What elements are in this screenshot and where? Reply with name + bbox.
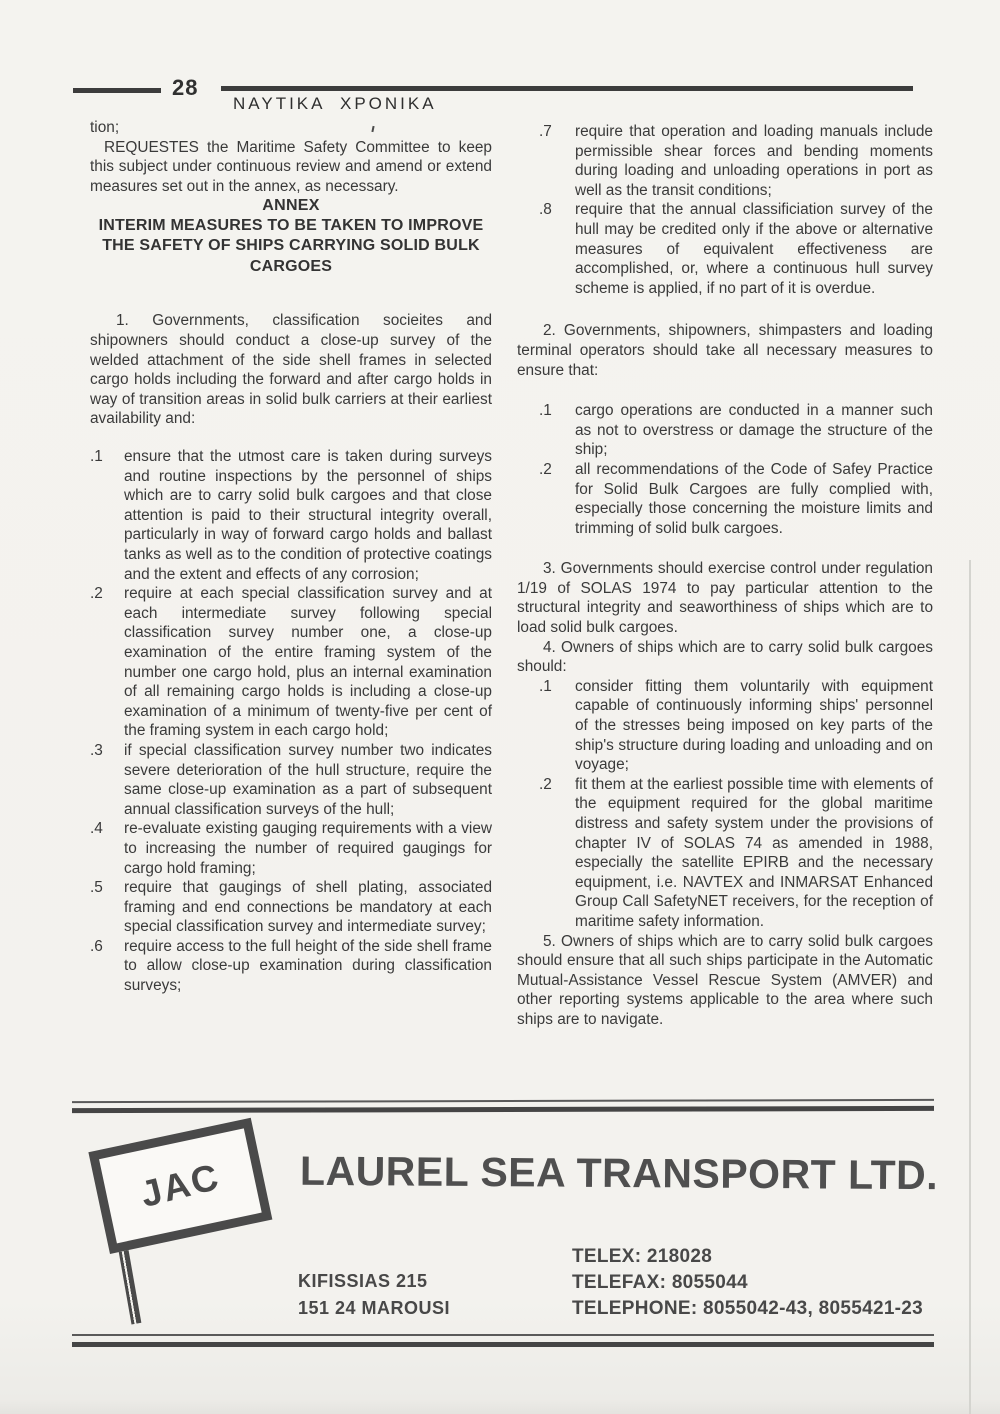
item-text: cargo operations are conducted in a manner such as not to overstress or damage the structure of the ship;	[575, 402, 933, 459]
list-item	[90, 819, 492, 878]
item-text: consider fitting them voluntarily with equipment capable of continuously informing ships' personnel of the stresses being imposed on key parts of the ship's structure during loading and unloading and on voyage;	[575, 677, 933, 774]
item-number: .3	[90, 741, 103, 759]
annex-title: ANNEX	[262, 197, 320, 215]
item-text: require that the annual classificiation survey of the hull may be credited only if the above or alternative measures of equivalent effectiveness are accomplished, or, where a continuous hull survey scheme is applied, if no part of it is overdue.	[575, 201, 933, 297]
paragraph-5: 5. Owners of ships which are to carry solid bulk cargoes should ensure that all such ships participate in the Automatic Mutual-Assistance Vessel Rescue System (AMVER) and other reporting systems applicable to the area where such ships are to navigate.	[517, 932, 933, 1028]
item-text: re-evaluate existing gauging requirements with a view to increasing the number of required gaugings for cargo hold framing;	[124, 820, 492, 877]
item-number: .4	[90, 820, 103, 838]
header-rule-right	[221, 86, 913, 91]
item-number: .5	[90, 879, 103, 897]
ad-top-rule-thin	[72, 1099, 934, 1103]
flag-banner	[88, 1118, 272, 1254]
list-item	[90, 584, 492, 741]
continuation-fragment: tion;	[90, 119, 120, 136]
list-item	[517, 200, 933, 298]
jac-flag-icon	[76, 1142, 296, 1342]
list-item	[90, 447, 492, 584]
ad-bottom-rule-thick	[72, 1342, 934, 1347]
annex-subtitle: INTERIM MEASURES TO BE TAKEN TO IMPROVE THE SAFETY OF SHIPS CARRYING SOLID BULK CARGOES	[98, 216, 484, 275]
item-number: .1	[539, 677, 552, 695]
right-item-list-top	[517, 122, 933, 298]
item-number: .7	[539, 123, 552, 140]
item-text: fit them at the earliest possible time with elements of the equipment required for the global maritime distress and safety system under the provisions of chapter IV of SOLAS 74 as amended in 1988, especially the satellite EPIRB and the necessary equipment, i.e. NAVTEX and INMARSAT Enhanced Group Call SafetyNET receivers, for the reception of maritime safety information.	[575, 775, 933, 930]
scan-edge-line	[969, 560, 971, 1414]
list-item	[90, 878, 492, 937]
item-number: .1	[539, 402, 552, 420]
ad-telephone: TELEPHONE: 8055042-43, 8055421-23	[572, 1298, 924, 1319]
list-item	[517, 122, 933, 200]
item-number: .2	[539, 775, 552, 793]
ad-bottom-rule-thin	[72, 1334, 934, 1336]
item-text: require at each special classification survey and at each intermediate survey following special classification survey number one, a close-up examination of the entire framing system of the number one cargo hold, plus an internal examination of all remaining cargo holds is including a close-up examination of a minimum of twenty-five per cent of the framing system in each cargo hold;	[124, 585, 492, 740]
list-item	[517, 775, 933, 932]
item-text: require that gaugings of shell plating, associated framing and end connections be mandatory at each special classification survey and intermediate survey;	[124, 879, 492, 936]
paragraph-1: 1. Governments, classification socieites and shipowners should conduct a close-up survey of the welded attachment of the side shell frames in selected cargo holds including the forward and after cargo holds in way of transition areas in solid bulk carriers at their earliest availability and:	[90, 312, 492, 428]
list-item	[90, 937, 492, 996]
item-text: all recommendations of the Code of Safey Practice for Solid Bulk Cargoes are fully complied with, especially those concerning the moisture limits and trimming of solid bulk cargoes.	[575, 460, 933, 537]
item-text: ensure that the utmost care is taken during surveys and routine inspections by the personnel of ships which are to carry solid bulk cargoes and that close attention is paid to their structural integrity overall, particularly in way of forward cargo holds and ballast tanks as well as to the condition of protective coatings and the extent and effects of any corrosion;	[124, 448, 492, 583]
list-item	[90, 741, 492, 819]
flag-logo-text: JAC	[136, 1155, 225, 1215]
paragraph-4: 4. Owners of ships which are to carry solid bulk cargoes should:	[517, 638, 933, 676]
ad-company-name: LAUREL SEA TRANSPORT LTD.	[299, 1147, 939, 1199]
item-text: require that operation and loading manuals include permissible shear forces and bending moments during loading and unloading operations in port as well as the transit conditions;	[575, 123, 933, 199]
left-item-list	[90, 447, 492, 996]
ad-contact-block	[572, 1244, 923, 1322]
list-item	[517, 460, 933, 538]
intro-paragraph: REQUESTES the Maritime Safety Committee to keep this subject under continuous review and amend or extend measures set out in the annex, as necessary.	[90, 138, 492, 195]
right-item-list-2	[517, 401, 933, 538]
right-column	[517, 122, 933, 1030]
ad-address-line2: 151 24 MAROUSI	[298, 1298, 451, 1318]
paragraph-2: 2. Governments, shipowners, shimpasters and loading terminal operators should take all necessary measures to ensure that:	[517, 322, 933, 379]
ad-telex: TELEX: 218028	[572, 1246, 713, 1267]
ad-address-block	[298, 1268, 450, 1322]
list-item	[517, 677, 933, 775]
item-text: if special classification survey number two indicates severe deterioration of the hull structure, require the same close-up examination as a part of subsequent annual classification surveys of the hull;	[124, 741, 492, 818]
ad-telefax: TELEFAX: 8055044	[572, 1272, 748, 1293]
ad-address-line1: KIFISSIAS 215	[298, 1271, 428, 1291]
item-number: .1	[90, 448, 103, 466]
header-rule-left	[73, 88, 161, 93]
page-number: 28	[172, 75, 199, 100]
paragraph-3: 3. Governments should exercise control under regulation 1/19 of SOLAS 1974 to pay particular attention to the structural integrity and seaworthiness of ships which are to load solid bulk cargoes.	[517, 560, 933, 637]
list-item	[517, 401, 933, 460]
item-number: .2	[90, 585, 103, 603]
ad-top-rule-thick	[72, 1106, 934, 1113]
right-item-list-4	[517, 677, 933, 932]
left-column	[90, 118, 492, 996]
item-number: .6	[90, 937, 103, 955]
item-number: .8	[539, 201, 552, 219]
item-text: require access to the full height of the side shell frame to allow close-up examination during classification surveys;	[124, 937, 492, 995]
item-number: .2	[539, 460, 552, 478]
magazine-title: ΝΑΥΤΙΚΑ ΧΡΟΝΙΚΑ	[233, 94, 437, 113]
